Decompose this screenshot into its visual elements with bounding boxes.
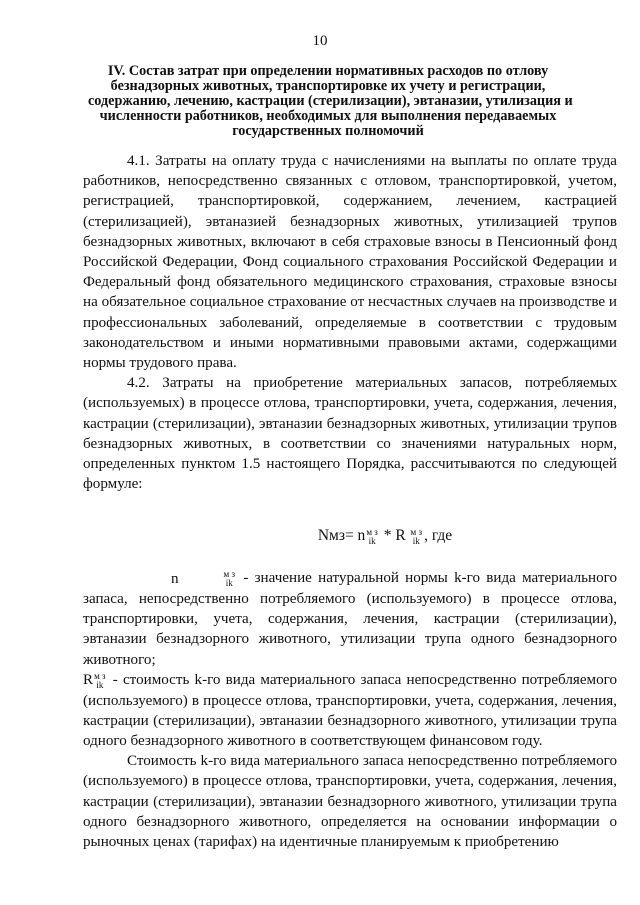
subscript: ik <box>96 679 104 690</box>
subscript: ik <box>368 535 376 546</box>
n-indices <box>180 570 236 588</box>
formula-indices-r <box>411 528 423 546</box>
superscript: м з <box>94 670 106 681</box>
formula-tail: , где <box>424 527 453 545</box>
n-symbol <box>127 569 237 589</box>
definition-r-text: - стоимость k-го вида материального запаса непосредственно потребляемого (используемого) в процессе отлова, транспортировки, учета, содержания, лечения, кастрации (стерилизации), эвтаназии безнадзорного животного, утилизации трупа одного безнадзорного животного в соответствующем финансовом году. <box>83 671 617 749</box>
paragraph-4-1: 4.1. Затраты на оплату труда с начислениями на выплаты по оплате труда работников, непосредственно связанных с отловом, транспортировкой, учетом, регистрацией, транспортировкой, содержанием, лечением, кастрацией (стерилизацией), эвтаназией безнадзорных животных, утилизацией трупов безнадзорных животных, включают в себя страховые взносы в Пенсионный фонд Российской Федерации, Фонд социального страхования Российской Федерации и Федеральный фонд обязательного медицинского страхования, страховые взносы на обязательное социальное страхование от несчастных случаев на производстве и профессиональных заболеваний, определяемые в соответствии с трудовым законодательством и иными нормативными правовыми актами, содержащими нормы трудового права. <box>83 153 617 372</box>
heading-line: безнадзорных животных, транспортировке их учету и регистрации, <box>110 78 546 94</box>
symbol-letter: R <box>83 672 94 689</box>
superscript: м з <box>410 526 423 537</box>
heading-line: IV. Состав затрат при определении нормативных расходов по отлову <box>107 63 549 79</box>
r-symbol <box>83 670 108 690</box>
paragraph-4-2: 4.2. Затраты на приобретение материальных запасов, потребляемых (используемых) в процессе отлова, транспортировки, учета, содержания, лечения, кастрации (стерилизации), эвтаназии безнадзорных животных, утилизации трупов безнадзорных животных, в соответствии со значениями натуральных норм, определенных пунктом 1.5 настоящего Порядка, рассчитываются по следующей формуле: <box>83 375 617 493</box>
subscript: ik <box>225 578 233 589</box>
r-indices <box>94 672 106 690</box>
formula <box>153 524 617 548</box>
page-number: 10 <box>312 33 328 49</box>
heading-line: содержанию, лечению, кастрации (стерилизации), эвтаназии, утилизация и <box>88 93 573 109</box>
paragraph-cost: Стоимость k-го вида материального запаса непосредственно потребляемого (используемого) в процессе отлова, транспортировки, учета, содержания, лечения, кастрации (стерилизации), эвтаназии безнадзорного животного, утилизации трупа одного безнадзорного животного, определяется на основании информации о рыночных ценах (тарифах) на идентичные планируемым к приобретению <box>83 753 617 850</box>
superscript: м з <box>223 569 236 580</box>
heading-line: численности работников, необходимых для выполнения передаваемых <box>99 108 557 124</box>
formula-indices-n <box>366 528 378 546</box>
formula-lhs: Nмз= n <box>317 527 366 545</box>
document-body <box>83 151 617 852</box>
heading-line: государственных полномочий <box>232 123 424 139</box>
superscript: м з <box>366 526 378 537</box>
definition-n-text: - значение натуральной нормы k-го вида материального запаса, непосредственно потребляемого (используемого) в процессе отлова, транспортировки, учета, содержания, лечения, кастрации (стерилизации), эвтаназии безнадзорного животного, утилизации трупа одного безнадзорного животного; <box>83 570 617 668</box>
symbol-letter: n <box>171 570 179 587</box>
definition-n <box>83 568 617 669</box>
formula-operator: * R <box>379 527 410 545</box>
subscript: ik <box>412 535 420 546</box>
definition-r <box>83 670 617 751</box>
section-heading <box>88 63 573 139</box>
